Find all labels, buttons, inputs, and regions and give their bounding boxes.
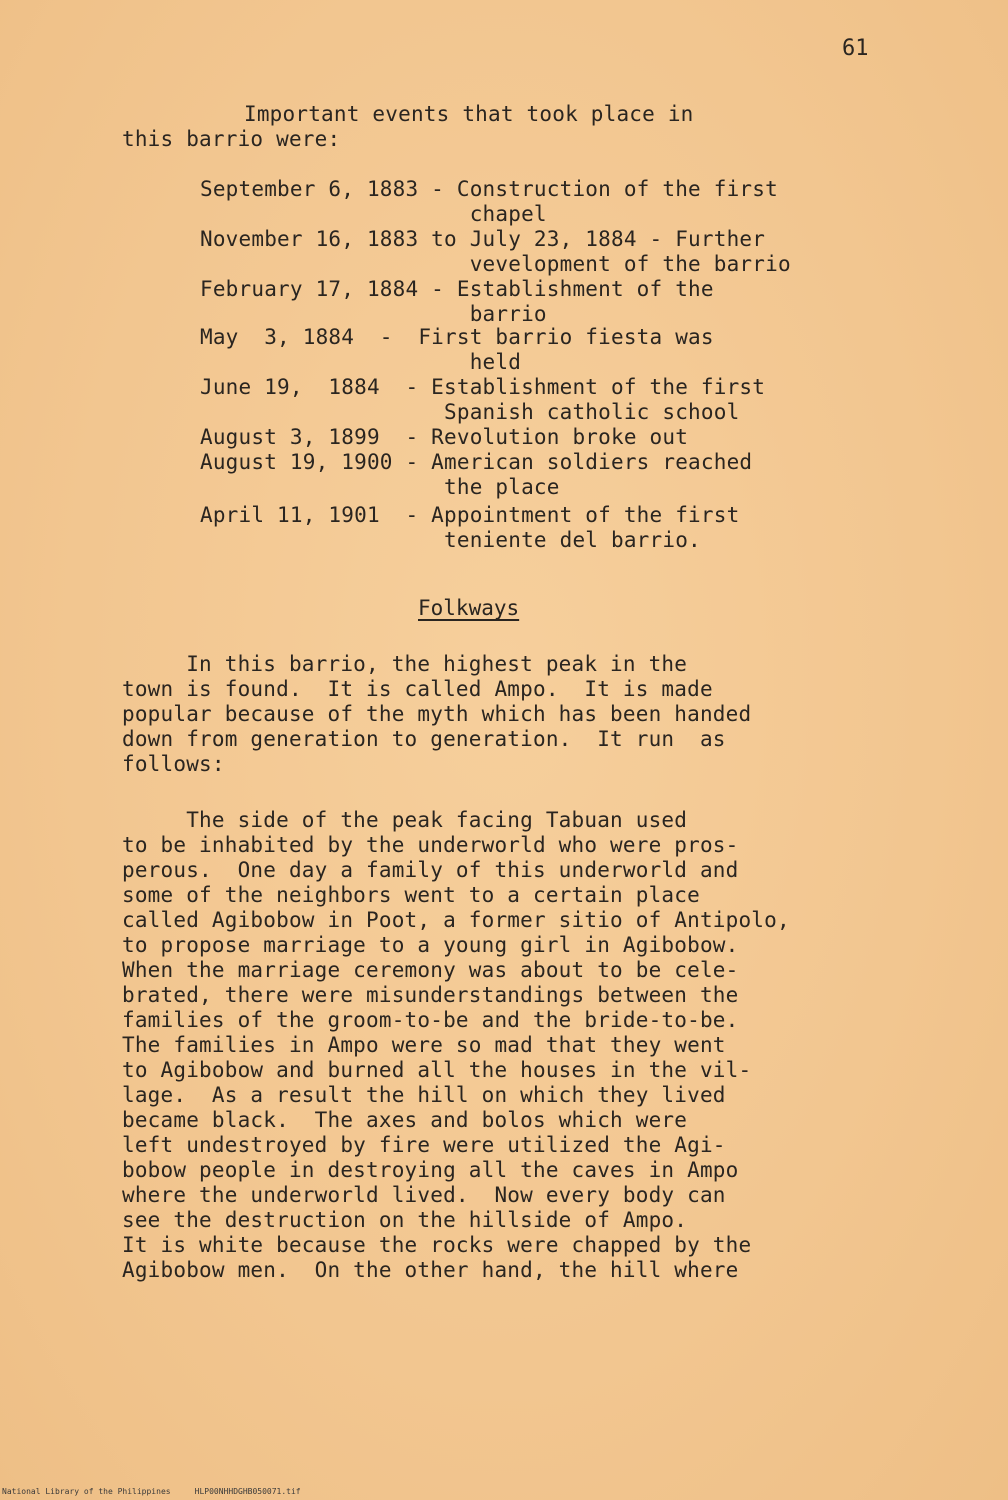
text-line: popular because of the myth which has been handed [122, 702, 752, 726]
text-line: see the destruction on the hillside of Ampo. [122, 1208, 688, 1232]
text-line: down from generation to generation. It run as [122, 727, 726, 751]
event-line: barrio [200, 302, 547, 326]
text-line: left undestroyed by fire were utilized the Agi- [122, 1133, 726, 1157]
text-line: where the underworld lived. Now every body can [122, 1183, 726, 1207]
event-line: the place [200, 475, 560, 499]
event-line: February 17, 1884 - Establishment of the [200, 277, 714, 301]
text-line: follows: [122, 752, 225, 776]
text-line: The side of the peak facing Tabuan used [122, 808, 688, 832]
text-line: to propose marriage to a young girl in Agibobow. [122, 933, 739, 957]
text-line: Agibobow men. On the other hand, the hill where [122, 1258, 739, 1282]
text-line: some of the neighbors went to a certain place [122, 883, 700, 907]
page-number: 61 [842, 36, 869, 61]
text-line: In this barrio, the highest peak in the [122, 652, 688, 676]
intro-line: Important events that took place in [244, 102, 694, 126]
event-line: August 3, 1899 - Revolution broke out [200, 425, 689, 449]
event-line: September 6, 1883 - Construction of the first [200, 177, 778, 201]
folkways-heading: Folkways [418, 596, 520, 620]
event-line: Spanish catholic school [200, 400, 740, 424]
intro-line: this barrio were: [122, 127, 341, 151]
text-line: brated, there were misunderstandings between the [122, 983, 739, 1007]
event-line: August 19, 1900 - American soldiers reached [200, 450, 753, 474]
event-line: chapel [200, 202, 547, 226]
event-line: November 16, 1883 to July 23, 1884 - Further [200, 227, 766, 251]
text-line: to Agibobow and burned all the houses in the vil- [122, 1058, 752, 1082]
archive-footer: National Library of the Philippines HLP00NHHDGHB050071.tif [2, 1487, 301, 1496]
text-line: When the marriage ceremony was about to be cele- [122, 958, 739, 982]
event-line: vevelopment of the barrio [200, 252, 791, 276]
text-line: perous. One day a family of this underworld and [122, 858, 739, 882]
text-line: lage. As a result the hill on which they lived [122, 1083, 726, 1107]
text-line: bobow people in destroying all the caves in Ampo [122, 1158, 739, 1182]
event-line: April 11, 1901 - Appointment of the first [200, 503, 740, 527]
event-line: teniente del barrio. [200, 528, 701, 552]
event-line: May 3, 1884 - First barrio fiesta was [200, 325, 714, 349]
event-line: held [200, 350, 522, 374]
text-line: It is white because the rocks were chapped by the [122, 1233, 752, 1257]
text-line: to be inhabited by the underworld who were pros- [122, 833, 739, 857]
text-line: became black. The axes and bolos which were [122, 1108, 688, 1132]
text-line: called Agibobow in Poot, a former sitio of Antipolo, [122, 908, 790, 932]
text-line: town is found. It is called Ampo. It is made [122, 677, 713, 701]
text-line: families of the groom-to-be and the bride-to-be. [122, 1008, 739, 1032]
text-line: The families in Ampo were so mad that they went [122, 1033, 726, 1057]
event-line: June 19, 1884 - Establishment of the first [200, 375, 766, 399]
